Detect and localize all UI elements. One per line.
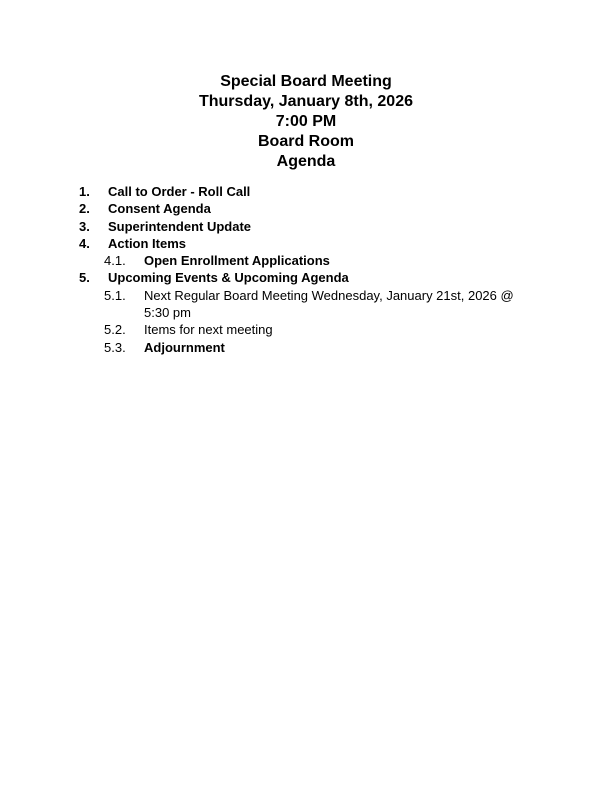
agenda-subitem-5-2 xyxy=(0,321,612,338)
agenda-subitem-text: Items for next meeting xyxy=(144,322,273,338)
agenda-item-4 xyxy=(0,235,612,252)
agenda-item-2 xyxy=(0,200,612,217)
agenda-subitem-number: 5.3. xyxy=(104,339,126,355)
meeting-title: Special Board Meeting xyxy=(220,73,392,90)
agenda-item-number: 3. xyxy=(79,218,90,234)
agenda-list xyxy=(0,183,612,356)
agenda-item-number: 5. xyxy=(79,270,90,286)
agenda-heading: Agenda xyxy=(276,153,336,170)
agenda-subitem-5-3 xyxy=(0,339,612,356)
agenda-item-text: Call to Order - Roll Call xyxy=(108,184,251,199)
agenda-subitem-text: Open Enrollment Applications xyxy=(144,253,330,269)
meeting-time: 7:00 PM xyxy=(275,113,337,130)
agenda-item-3 xyxy=(0,218,612,235)
agenda-subitem-number: 4.1. xyxy=(104,253,126,269)
agenda-subitem-text: Adjournment xyxy=(144,339,225,355)
agenda-item-text: Upcoming Events & Upcoming Agenda xyxy=(108,270,349,286)
agenda-subitem-number: 5.2. xyxy=(104,322,126,338)
agenda-subitem-5-1 xyxy=(0,287,612,322)
agenda-item-1 xyxy=(0,183,612,200)
agenda-subitem-number: 5.1. xyxy=(104,287,126,303)
agenda-item-text: Superintendent Update xyxy=(108,218,252,234)
agenda-item-5 xyxy=(0,269,612,286)
agenda-header xyxy=(0,72,612,172)
agenda-item-text: Action Items xyxy=(108,235,187,251)
agenda-subitem-4-1 xyxy=(0,252,612,269)
agenda-item-number: 4. xyxy=(79,235,90,251)
meeting-location: Board Room xyxy=(258,133,354,150)
meeting-date: Thursday, January 8th, 2026 xyxy=(198,93,413,110)
agenda-item-text: Consent Agenda xyxy=(108,201,211,217)
agenda-subitem-text: Next Regular Board Meeting Wednesday, January 21st, 2026 @ 5:30 pm xyxy=(144,287,514,321)
agenda-item-number: 1. xyxy=(79,184,90,199)
agenda-item-number: 2. xyxy=(79,201,90,217)
